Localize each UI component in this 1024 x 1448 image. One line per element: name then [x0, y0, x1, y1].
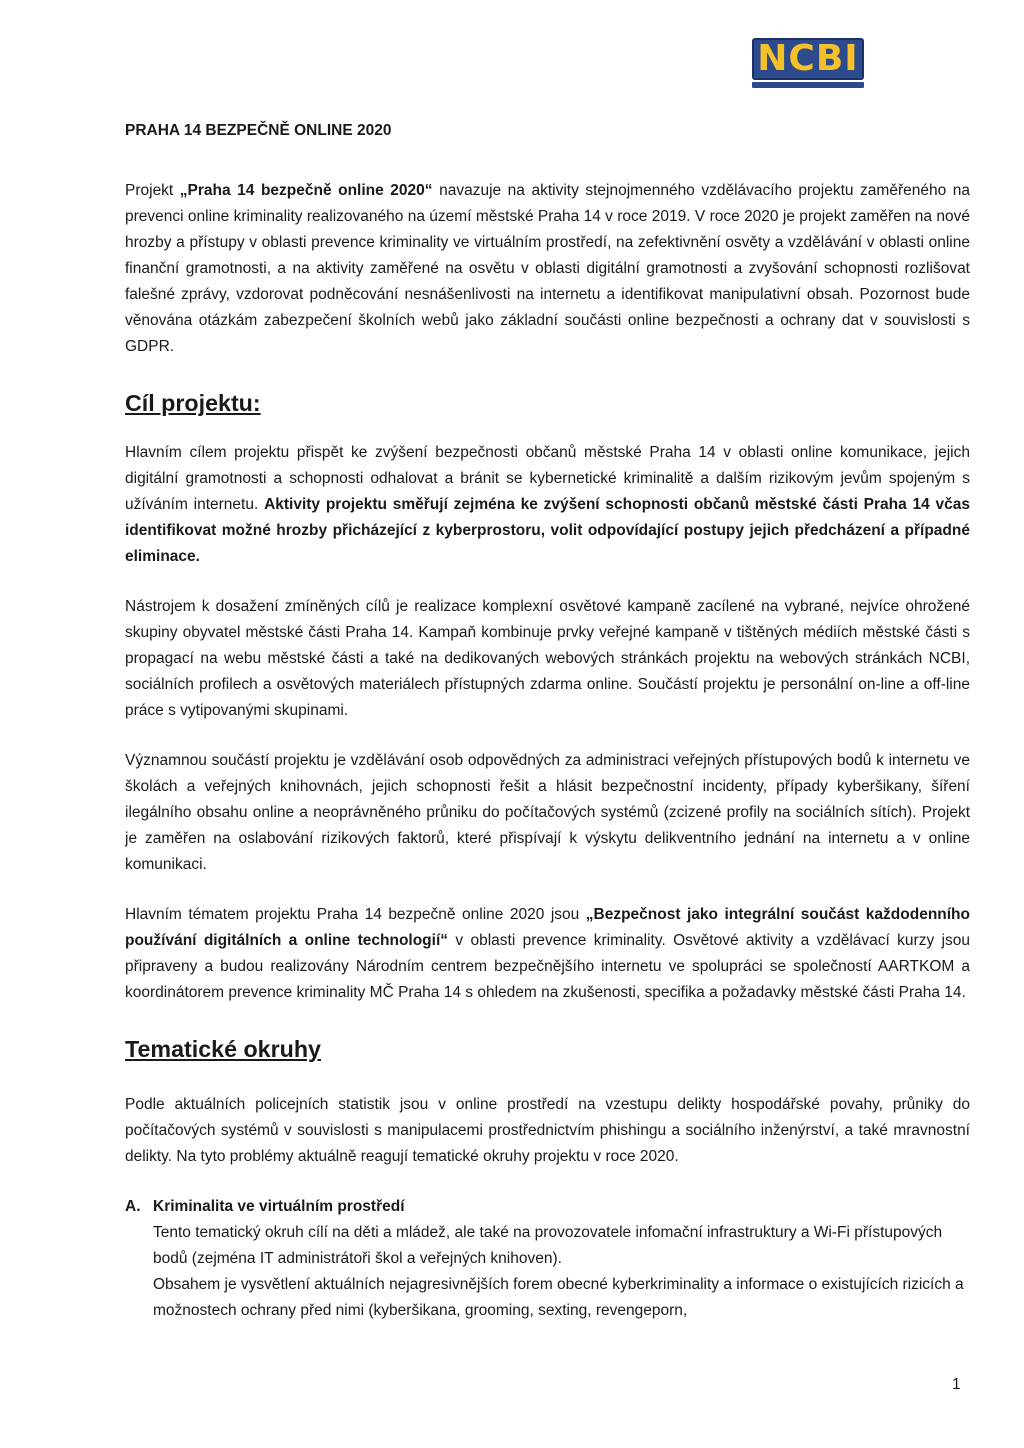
intro-project-name: „Praha 14 bezpečně online 2020“ [179, 182, 433, 199]
goal-heading: Cíl projektu: [125, 390, 261, 416]
intro-paragraph [125, 178, 970, 360]
list-item [125, 1194, 970, 1324]
document-title: PRAHA 14 BEZPEČNĚ ONLINE 2020 [125, 122, 392, 139]
list-item-paragraph: Tento tematický okruh cílí na děti a mládež, ale také na provozovatele infomační infrastruktury a Wi-Fi přístupových bodů (zejména IT administrátoři škol a veřejných knihoven). [153, 1224, 943, 1267]
theme-text-start: Hlavním tématem projektu Praha 14 bezpečně online 2020 jsou [125, 906, 586, 923]
topics-heading: Tematické okruhy [125, 1036, 321, 1062]
intro-text-start: Projekt [125, 182, 180, 199]
theme-text-rest: v oblasti prevence kriminality. Osvětové aktivity a vzdělávací kurzy jsou připraveny a budou realizovány Národním centrem bezpečnějšího internetu ve spolupráci se společností AARTKOM a koordinátorem prevence kriminality MČ Praha 14 s ohledem na zkušenosti, specifika a požadavky městské části Praha 14. [125, 932, 970, 1001]
list-item-letter: A. [125, 1198, 141, 1215]
tools-paragraph: Nástrojem k dosažení zmíněných cílů je realizace komplexní osvětové kampaně zacílené na vybrané, nejvíce ohrožené skupiny obyvatel městské části Praha 14. Kampaň kombinuje prvky veřejné kampaně v tištěných médiích městské části s propagací na webu městské části a také na dedikovaných webových stránkách projektu na webových stránkách NCBI, sociálních profilech a osvětových materiálech přístupných zdarma online. Součástí projektu je personální on-line a off-line práce s vytipovanými skupinami. [125, 598, 970, 719]
education-paragraph: Významnou součástí projektu je vzdělávání osob odpovědných za administraci veřejných přístupových bodů k internetu ve školách a veřejných knihovnách, jejich schopnosti řešit a hlásit bezpečnostní incidenty, případy kyberšikany, šíření ilegálního obsahu online a neoprávněného průniku do počítačových systémů (zcizené profily na sociálních sítích). Projekt je zaměřen na oslabování rizikových faktorů, které přispívají k výskytu delikventního jednání na internetu a v online komunikaci. [125, 752, 970, 873]
logo-text: NCBI [757, 38, 859, 79]
document-body [125, 118, 970, 1324]
theme-title-bold: „Bezpečnost jako integrální součást každodenního používání digitálních a online technologií“ [125, 906, 970, 949]
list-item-paragraph: Obsahem je vysvětlení aktuálních nejagresivnějších forem obecné kyberkriminality a informace o existujících rizicích a možnostech ochrany před nimi (kyberšikana, grooming, sexting, revengeporn, [153, 1276, 964, 1319]
list-item-title: Kriminalita ve virtuálním prostředí [153, 1198, 405, 1215]
topics-paragraph: Podle aktuálních policejních statistik jsou v online prostředí na vzestupu delikty hospodářské povahy, průniky do počítačových systémů v souvislosti s manipulacemi prostřednictvím phishingu a sociálního inženýrství, a také mravnostní delikty. Na tyto problémy aktuálně reagují tematické okruhy projektu v roce 2020. [125, 1096, 970, 1165]
ncbi-logo [752, 38, 864, 88]
logo-tagline-bar [752, 82, 864, 88]
page-number: 1 [952, 1376, 961, 1393]
goal-text: Hlavním cílem projektu přispět ke zvýšení bezpečnosti občanů městské Praha 14 v oblasti online komunikace, jejich digitální gramotnosti a schopnosti odhalovat a bránit se kybernetické kriminalitě a dalším rizikovým jevům spojeným s užíváním internetu. [125, 444, 970, 513]
logo-box [752, 38, 864, 80]
theme-paragraph [125, 902, 970, 1006]
goal-text-bold: Aktivity projektu směřují zejména ke zvýšení schopnosti občanů městské části Praha 14 včas identifikovat možné hrozby přicházející z kyberprostoru, volit odpovídající postupy jejich předcházení a případné eliminace. [125, 496, 970, 565]
intro-text-rest: navazuje na aktivity stejnojmenného vzdělávacího projektu zaměřeného na prevenci online kriminality realizovaného na území městské Praha 14 v roce 2019. V roce 2020 je projekt zaměřen na nové hrozby a přístupy v oblasti prevence kriminality ve virtuálním prostředí, na zefektivnění osvěty a vzdělávání v oblasti online finanční gramotnosti, a na aktivity zaměřené na osvětu v oblasti digitální gramotnosti a zvyšování schopnosti rozlišovat falešné zprávy, vzdorovat podněcování nesnášenlivosti na internetu a identifikovat manipulativní obsah. Pozornost bude věnována otázkám zabezpečení školních webů jako základní součásti online bezpečnosti a ochrany dat v souvislosti s GDPR. [125, 182, 970, 355]
goal-paragraph [125, 440, 970, 570]
